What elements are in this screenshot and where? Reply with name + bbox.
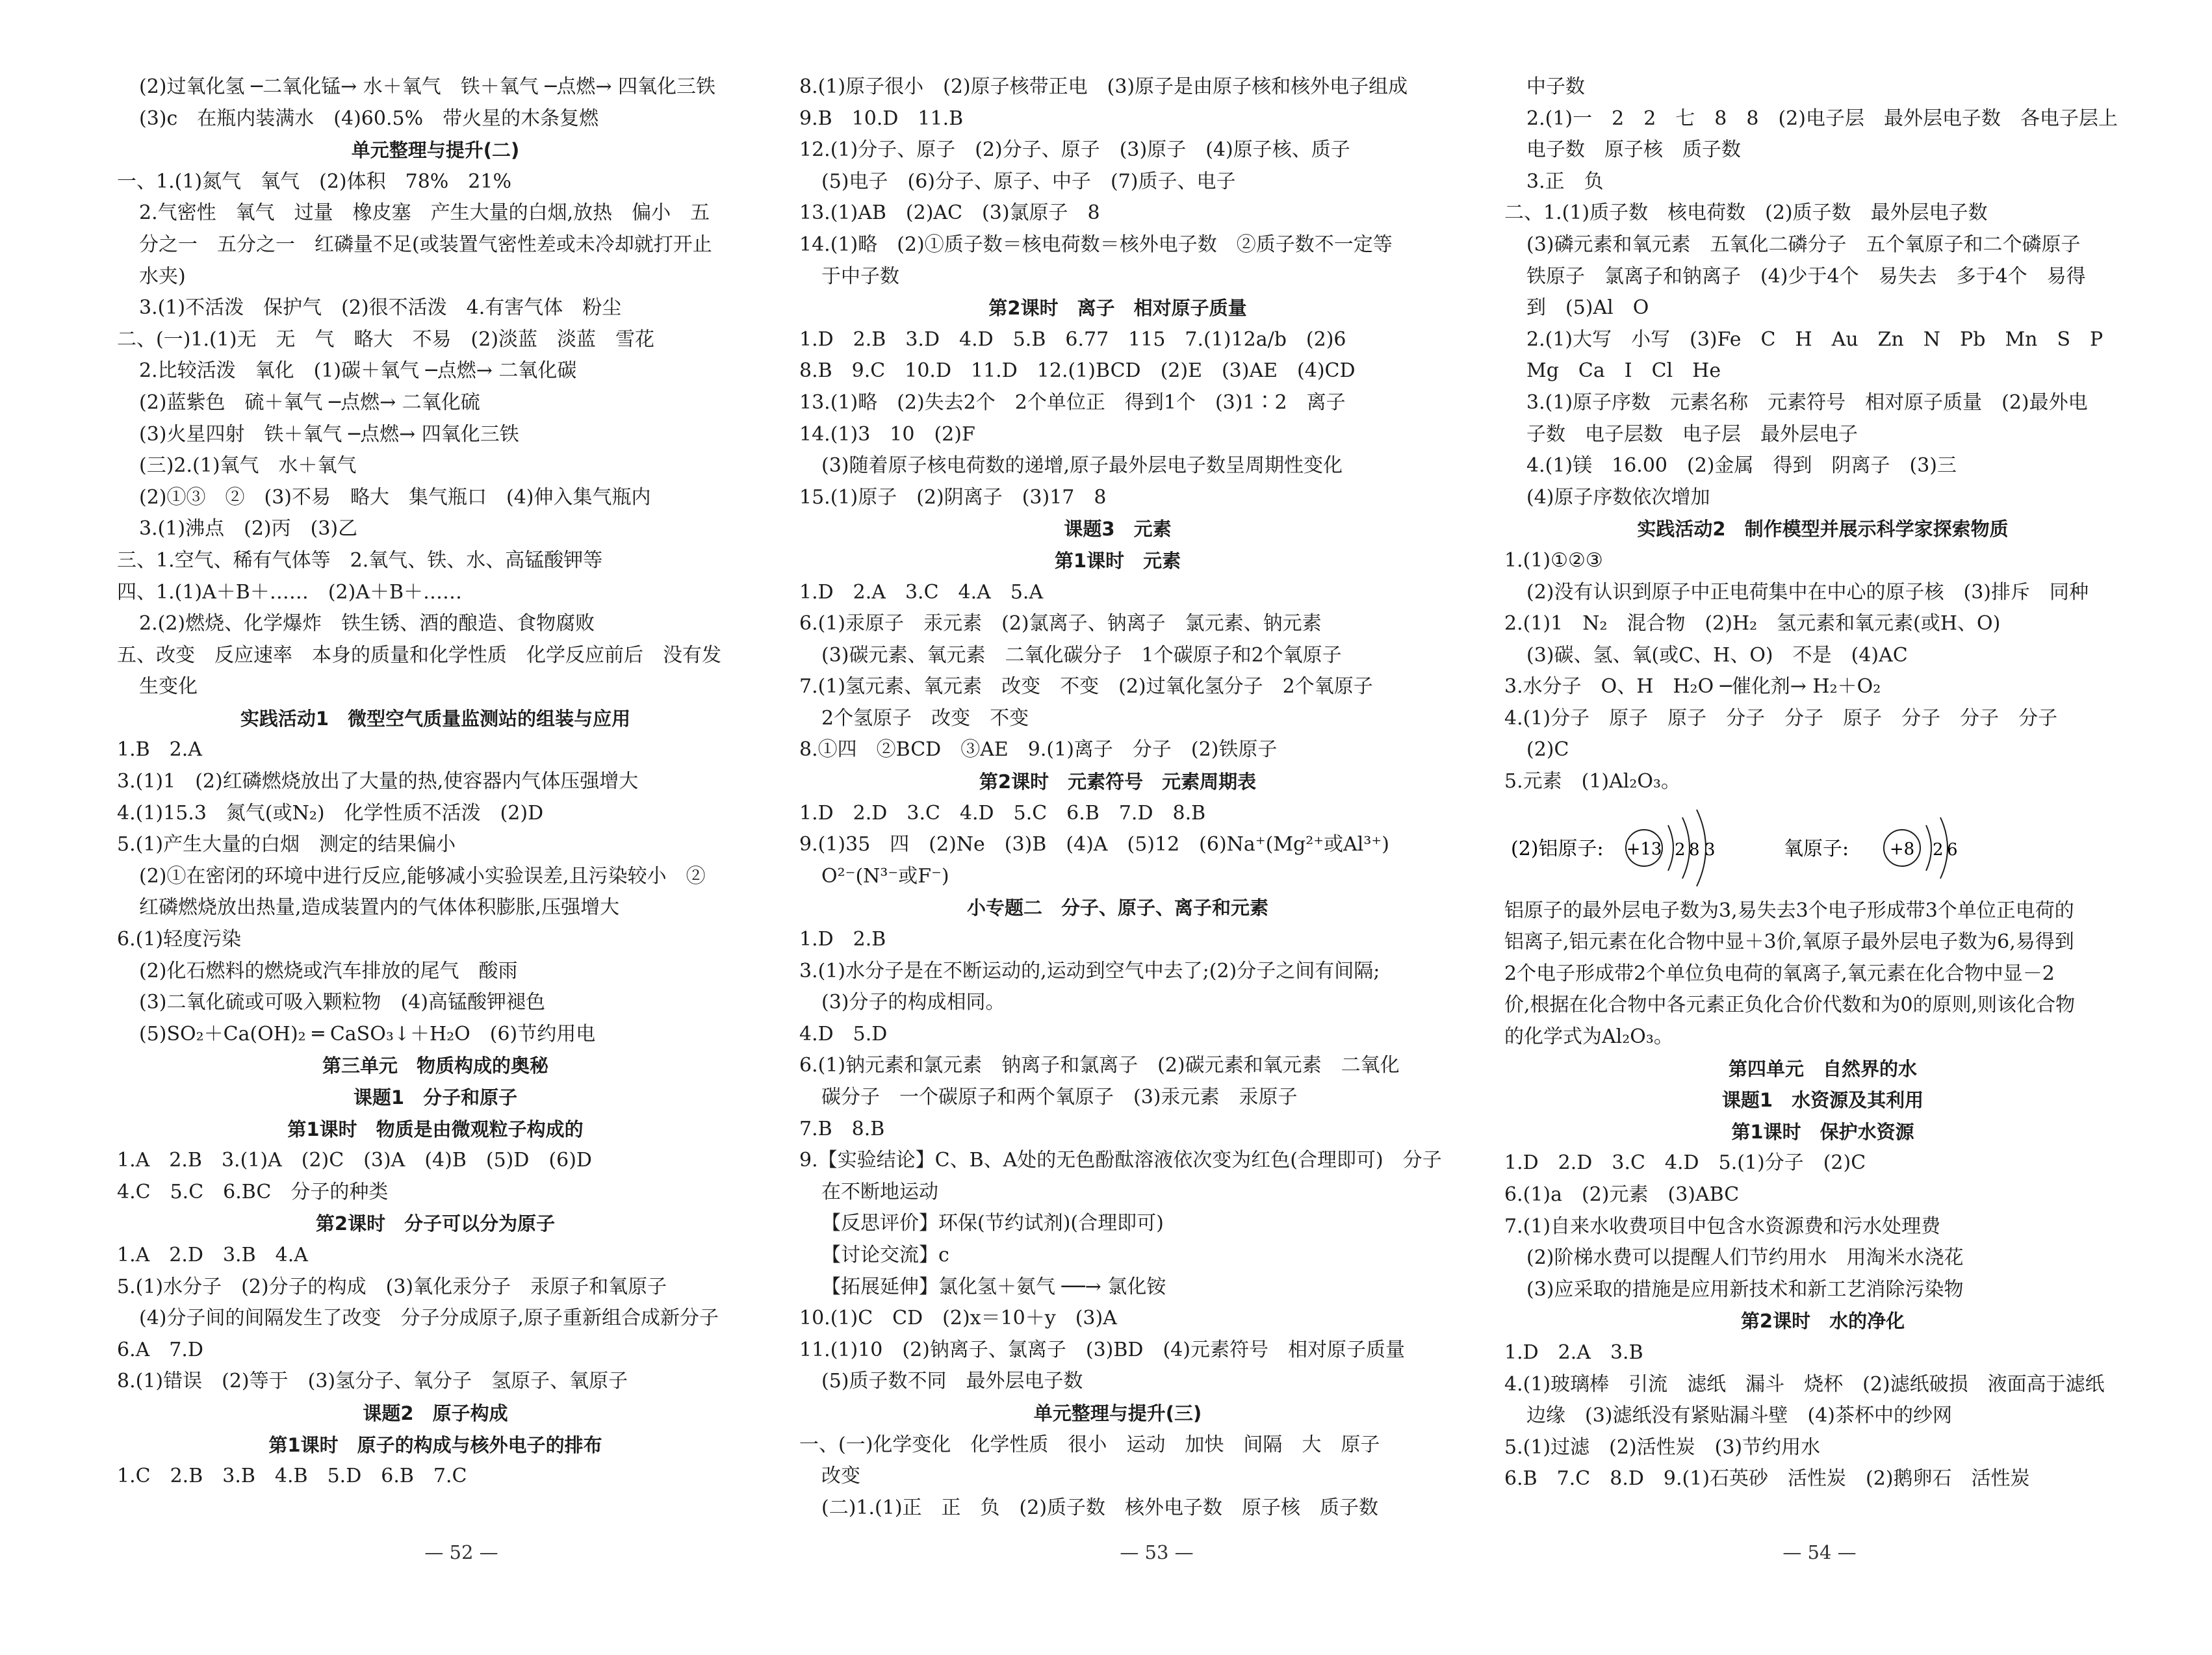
answer-line: 7.B 8.B [799, 1117, 885, 1140]
answer-line: 9.【实验结论】C、B、A处的无色酚酞溶液依次变为红色(合理即可) 分子 [799, 1149, 1442, 1172]
answer-line: 8.(1)错误 (2)等于 (3)氢分子、氧分子 氢原子、氧原子 [117, 1370, 628, 1393]
answer-line: 3.(1)1 (2)红磷燃烧放出了大量的热,使容器内气体压强增大 [117, 770, 639, 793]
answer-line: (3)随着原子核电荷数的递增,原子最外层电子数呈周期性变化 [821, 454, 1343, 478]
answer-line: 3.(1)水分子是在不断运动的,运动到空气中去了;(2)分子之间有间隔; [799, 959, 1380, 982]
answer-line: (2)①③ ② (3)不易 略大 集气瓶口 (4)伸入集气瓶内 [139, 485, 651, 509]
section-heading: 第四单元 自然界的水 [1728, 1057, 1917, 1080]
answer-line: 13.(1)AB (2)AC (3)氯原子 8 [799, 201, 1100, 225]
atom-diagram-svg [1504, 798, 2141, 895]
section-heading: 第2课时 离子 相对原子质量 [988, 297, 1247, 320]
answer-line: 生变化 [139, 675, 198, 699]
answer-line: (4)原子序数依次增加 [1526, 485, 1710, 509]
answer-line: 1.D 2.A 3.B [1504, 1341, 1643, 1364]
answer-line: 5.(1)产生大量的白烟 测定的结果偏小 [117, 833, 456, 856]
answer-line: (5)SO₂＋Ca(OH)₂ ═ CaSO₃↓＋H₂O (6)节约用电 [139, 1022, 596, 1046]
answer-line: 边缘 (3)滤纸没有紧贴漏斗壁 (4)茶杯中的纱网 [1526, 1404, 1952, 1428]
answer-line: 2.比较活泼 氧化 (1)碳＋氧气 ─点燃→ 二氧化碳 [139, 359, 577, 383]
answer-line: 3.水分子 O、H H₂O ─催化剂→ H₂＋O₂ [1504, 675, 1881, 699]
answer-line: 2.(1)大写 小写 (3)Fe C H Au Zn N Pb Mn S P [1526, 327, 2103, 351]
answer-line: 改变 [821, 1465, 860, 1488]
atomic-structure-diagram [1504, 798, 2141, 895]
column-page-53 [799, 71, 1442, 1524]
aluminum-shell-3-count: 3 [1704, 840, 1716, 860]
answer-line: 5.元素 (1)Al₂O₃。 [1504, 770, 1681, 793]
answer-line: (2)过氧化氢 ─二氧化锰→ 水＋氧气 铁＋氧气 ─点燃→ 四氧化三铁 [139, 75, 716, 98]
answer-line: 2.(2)燃烧、化学爆炸 铁生锈、酒的酿造、食物腐败 [139, 612, 595, 635]
answer-line: 分之一 五分之一 红磷量不足(或装置气密性差或未冷却就打开止 [139, 233, 712, 256]
answer-line: 【反思评价】环保(节约试剂)(合理即可) [821, 1212, 1164, 1235]
answer-line: 15.(1)原子 (2)阴离子 (3)17 8 [799, 485, 1107, 509]
answer-line: (4)分子间的间隔发生了改变 分子分成原子,原子重新组合成新分子 [139, 1307, 719, 1330]
answer-line: (3)c 在瓶内装满水 (4)60.5% 带火星的木条复燃 [139, 107, 599, 130]
answer-line: (5)质子数不同 最外层电子数 [821, 1370, 1083, 1393]
answer-line: 1.D 2.D 3.C 4.D 5.C 6.B 7.D 8.B [799, 801, 1206, 825]
oxygen-nucleus-charge: +8 [1889, 839, 1915, 859]
section-heading: 实践活动2 制作模型并展示科学家探索物质 [1637, 518, 2009, 541]
answer-line: 8.(1)原子很小 (2)原子核带正电 (3)原子是由原子核和核外电子组成 [799, 75, 1408, 98]
section-heading: 第2课时 分子可以分为原子 [315, 1212, 556, 1235]
answer-line: 价,根据在化合物中各元素正负化合价代数和为0的原则,则该化合物 [1504, 994, 2076, 1017]
answer-line: 红磷燃烧放出热量,造成装置内的气体体积膨胀,压强增大 [139, 896, 620, 919]
section-heading: 第1课时 元素 [1054, 549, 1181, 572]
answer-line: 4.(1)玻璃棒 引流 滤纸 漏斗 烧杯 (2)滤纸破损 液面高于滤纸 [1504, 1372, 2105, 1396]
answer-line: 一、1.(1)氮气 氧气 (2)体积 78% 21% [117, 170, 511, 193]
answer-line: 3.(1)不活泼 保护气 (2)很不活泼 4.有害气体 粉尘 [139, 296, 622, 320]
section-heading: 课题3 元素 [1064, 518, 1172, 541]
answer-line: 四、1.(1)A＋B＋…… (2)A＋B＋…… [117, 580, 463, 604]
answer-line: 9.B 10.D 11.B [799, 107, 964, 130]
answer-line: 6.(1)钠元素和氯元素 钠离子和氯离子 (2)碳元素和氧元素 二氧化 [799, 1054, 1400, 1077]
answer-line: 13.(1)略 (2)失去2个 2个单位正 得到1个 (3)1∶2 离子 [799, 391, 1346, 414]
oxygen-shell-1-count: 2 [1933, 840, 1944, 860]
answer-line: 一、(一)化学变化 化学性质 很小 运动 加快 间隔 大 原子 [799, 1433, 1380, 1456]
answer-line: 2.(1)一 2 2 七 8 8 (2)电子层 最外层电子数 各电子层上 [1526, 107, 2118, 130]
column-page-54-top [1504, 71, 2141, 798]
answer-line: 7.(1)氢元素、氧元素 改变 不变 (2)过氧化氢分子 2个氧原子 [799, 675, 1373, 699]
answer-line: 于中子数 [821, 264, 899, 288]
answer-line: 二、1.(1)质子数 核电荷数 (2)质子数 最外层电子数 [1504, 201, 1988, 225]
answer-line: (二)1.(1)正 正 负 (2)质子数 核外电子数 原子核 质子数 [821, 1496, 1379, 1519]
answer-line: 4.(1)镁 16.00 (2)金属 得到 阴离子 (3)三 [1526, 454, 1957, 478]
answer-line: 14.(1)略 (2)①质子数＝核电荷数＝核外电子数 ②质子数不一定等 [799, 233, 1393, 256]
page-number-52: — 52 — [424, 1541, 498, 1563]
answer-line: 5.(1)过滤 (2)活性炭 (3)节约用水 [1504, 1435, 1821, 1459]
answer-line: 5.(1)水分子 (2)分子的构成 (3)氧化汞分子 汞原子和氧原子 [117, 1275, 667, 1298]
answer-line: 的化学式为Al₂O₃。 [1504, 1025, 1673, 1049]
answer-line: 子数 电子层数 电子层 最外层电子 [1526, 422, 1858, 446]
page-number-53: — 53 — [1120, 1541, 1194, 1563]
section-heading: 小专题二 分子、原子、离子和元素 [966, 897, 1268, 919]
answer-line: 在不断地运动 [821, 1180, 938, 1203]
answer-line: 二、(一)1.(1)无 无 气 略大 不易 (2)淡蓝 淡蓝 雪花 [117, 327, 655, 351]
oxygen-atom-label: 氧原子: [1784, 837, 1849, 860]
answer-line: 9.(1)35 四 (2)Ne (3)B (4)A (5)12 (6)Na⁺(Mg²⁺或Al³⁺) [799, 833, 1389, 856]
answer-line: 3.(1)沸点 (2)丙 (3)乙 [139, 517, 358, 541]
answer-line: (2)化石燃料的燃烧或汽车排放的尾气 酸雨 [139, 959, 518, 982]
answer-line: 铁原子 氯离子和钠离子 (4)少于4个 易失去 多于4个 易得 [1526, 264, 2086, 288]
answer-line: (3)火星四射 铁＋氧气 ─点燃→ 四氧化三铁 [139, 422, 519, 446]
section-heading: 第三单元 物质构成的奥秘 [322, 1055, 548, 1077]
answer-line: 4.C 5.C 6.BC 分子的种类 [117, 1180, 389, 1203]
answer-line: (2)①在密闭的环境中进行反应,能够减小实验误差,且污染较小 ② [139, 864, 706, 888]
aluminum-nucleus-charge: +13 [1626, 839, 1662, 859]
answer-line: 1.C 2.B 3.B 4.B 5.D 6.B 7.C [117, 1465, 467, 1488]
answer-line: (3)二氧化硫或可吸入颗粒物 (4)高锰酸钾褪色 [139, 991, 545, 1014]
section-heading: 单元整理与提升(二) [351, 139, 520, 162]
answer-line: 7.(1)自来水收费项目中包含水资源费和污水处理费 [1504, 1214, 1941, 1238]
answer-line: 1.D 2.A 3.C 4.A 5.A [799, 580, 1044, 604]
answer-line: 1.D 2.B 3.D 4.D 5.B 6.77 115 7.(1)12a/b (2)6 [799, 327, 1346, 351]
answer-line: 铝原子的最外层电子数为3,易失去3个电子形成带3个单位正电荷的 [1504, 899, 2074, 922]
aluminum-shell-arc-1 [1668, 825, 1673, 871]
answer-line: 6.B 7.C 8.D 9.(1)石英砂 活性炭 (2)鹅卵石 活性炭 [1504, 1467, 2030, 1491]
section-heading: 第1课时 保护水资源 [1731, 1120, 1914, 1143]
answer-line: 8.①四 ②BCD ③AE 9.(1)离子 分子 (2)铁原子 [799, 738, 1278, 762]
answer-line: 1.A 2.D 3.B 4.A [117, 1243, 308, 1266]
section-heading: 第2课时 水的净化 [1740, 1310, 1905, 1333]
answer-line: 2.(1)1 N₂ 混合物 (2)H₂ 氢元素和氧元素(或H、O) [1504, 612, 2001, 635]
section-heading: 单元整理与提升(三) [1033, 1402, 1202, 1424]
answer-line: 三、1.空气、稀有气体等 2.氧气、铁、水、高锰酸钾等 [117, 548, 603, 572]
answer-line: (2)蓝紫色 硫＋氧气 ─点燃→ 二氧化硫 [139, 391, 480, 414]
oxygen-shell-2-count: 6 [1947, 840, 1958, 860]
answer-line: 4.(1)分子 原子 原子 分子 分子 原子 分子 分子 分子 [1504, 706, 2058, 730]
answer-line: 4.D 5.D [799, 1022, 888, 1046]
column-page-54-bottom [1504, 895, 2141, 1495]
answer-line: (3)磷元素和氧元素 五氧化二磷分子 五个氧原子和二个磷原子 [1526, 233, 2081, 256]
answer-line: (5)电子 (6)分子、原子、中子 (7)质子、电子 [821, 170, 1236, 193]
answer-line: 到 (5)Al O [1526, 296, 1649, 320]
page-number-54: — 54 — [1782, 1541, 1857, 1563]
answer-line: 电子数 原子核 质子数 [1526, 138, 1741, 162]
answer-line: O²⁻(N³⁻或F⁻) [821, 864, 949, 888]
aluminum-shell-1-count: 2 [1675, 840, 1686, 860]
answer-line: (2)C [1526, 738, 1569, 762]
answer-line: 1.B 2.A [117, 738, 202, 762]
answer-line: 1.A 2.B 3.(1)A (2)C (3)A (4)B (5)D (6)D [117, 1149, 592, 1172]
answer-line: Mg Ca I Cl He [1526, 359, 1721, 383]
answer-line: 6.(1)a (2)元素 (3)ABC [1504, 1183, 1740, 1206]
answer-line: (2)没有认识到原子中正电荷集中在中心的原子核 (3)排斥 同种 [1526, 580, 2089, 604]
section-heading: 课题2 原子构成 [363, 1402, 508, 1424]
answer-line: 14.(1)3 10 (2)F [799, 422, 975, 446]
answer-line: 6.(1)轻度污染 [117, 928, 242, 951]
section-heading: 第1课时 物质是由微观粒子构成的 [287, 1118, 584, 1140]
answer-line: 1.(1)①②③ [1504, 548, 1603, 572]
answer-line: 12.(1)分子、原子 (2)分子、原子 (3)原子 (4)原子核、质子 [799, 138, 1350, 162]
answer-line: (3)分子的构成相同。 [821, 991, 1005, 1014]
aluminum-atom-label: (2)铝原子: [1511, 837, 1604, 860]
answer-line: 1.D 2.D 3.C 4.D 5.(1)分子 (2)C [1504, 1151, 1866, 1175]
column-page-54 [1504, 71, 2141, 1495]
answer-line: 3.(1)原子序数 元素名称 元素符号 相对原子质量 (2)最外电 [1526, 391, 2088, 414]
answer-line: 五、改变 反应速率 本身的质量和化学性质 化学反应前后 没有发 [117, 643, 721, 667]
section-heading: 课题1 分子和原子 [353, 1086, 518, 1109]
answer-line: 8.B 9.C 10.D 11.D 12.(1)BCD (2)E (3)AE (4)CD [799, 359, 1356, 383]
oxygen-shell-arc-1 [1926, 825, 1931, 871]
answer-line: 6.A 7.D [117, 1338, 203, 1361]
answer-line: 4.(1)15.3 氮气(或N₂) 化学性质不活泼 (2)D [117, 801, 544, 825]
section-heading: 实践活动1 微型空气质量监测站的组装与应用 [240, 707, 631, 730]
answer-line: 11.(1)10 (2)钠离子、氯离子 (3)BD (4)元素符号 相对原子质量 [799, 1338, 1405, 1361]
answer-line: (三)2.(1)氧气 水＋氧气 [139, 454, 357, 478]
answer-line: 2个电子形成带2个单位负电荷的氧离子,氧元素在化合物中显－2 [1504, 962, 2055, 985]
section-heading: 课题1 水资源及其利用 [1721, 1089, 1924, 1112]
answer-line: (2)阶梯水费可以提醒人们节约用水 用淘米水浇花 [1526, 1246, 1964, 1270]
answer-line: 铝离子,铝元素在化合物中显＋3价,氧原子最外层电子数为6,易得到 [1504, 930, 2074, 954]
section-heading: 第2课时 元素符号 元素周期表 [979, 771, 1257, 793]
section-heading: 第1课时 原子的构成与核外电子的排布 [268, 1433, 602, 1456]
answer-line: (3)碳元素、氧元素 二氧化碳分子 1个碳原子和2个氧原子 [821, 643, 1342, 667]
answer-line: (3)应采取的措施是应用新技术和新工艺消除污染物 [1526, 1277, 1964, 1301]
answer-line: 2个氢原子 改变 不变 [821, 706, 1029, 730]
answer-line: 2.气密性 氧气 过量 橡皮塞 产生大量的白烟,放热 偏小 五 [139, 201, 710, 225]
aluminum-shell-2-count: 8 [1689, 840, 1700, 860]
answer-line: 6.(1)汞原子 汞元素 (2)氯离子、钠离子 氯元素、钠元素 [799, 612, 1322, 635]
answer-line: (3)碳、氢、氧(或C、H、O) 不是 (4)AC [1526, 643, 1908, 667]
answer-line: 碳分子 一个碳原子和两个氧原子 (3)汞元素 汞原子 [821, 1086, 1298, 1109]
answer-line: 【讨论交流】c [821, 1243, 949, 1266]
answer-line: 水夹) [139, 264, 186, 288]
answer-line: 1.D 2.B [799, 928, 886, 951]
column-page-52 [117, 71, 754, 1493]
answer-line: 【拓展延伸】氯化氢＋氨气 ──→ 氯化铵 [821, 1275, 1166, 1298]
answer-line: 10.(1)C CD (2)x＝10＋y (3)A [799, 1307, 1117, 1330]
answer-line: 中子数 [1526, 75, 1585, 98]
answer-line: 3.正 负 [1526, 170, 1604, 193]
